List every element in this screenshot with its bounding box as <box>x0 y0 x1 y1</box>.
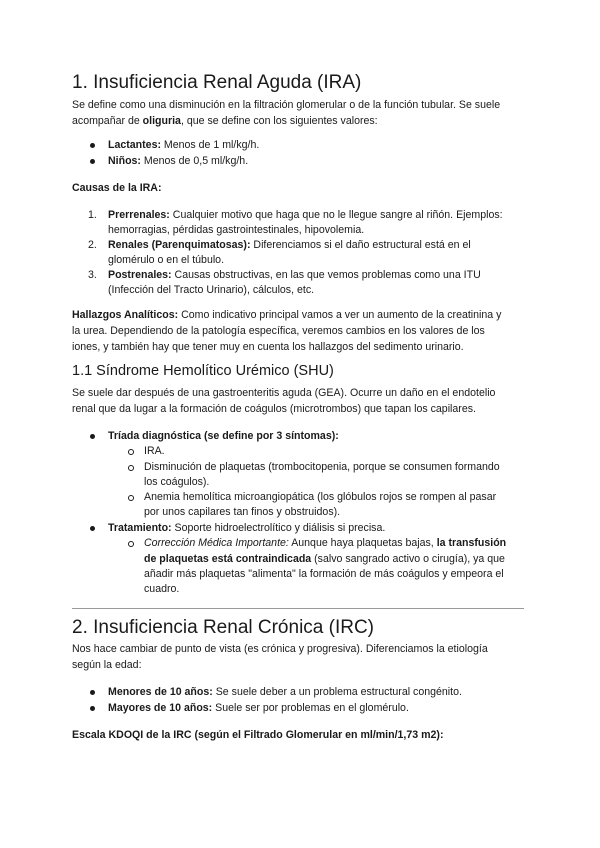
bullet-icon <box>90 706 95 711</box>
value-label: Niños: <box>108 155 141 167</box>
note-line-1 <box>144 535 506 551</box>
findings-line-1 <box>72 307 528 323</box>
bullet-icon <box>90 434 95 439</box>
sub-bullet-icon <box>128 449 134 455</box>
oliguria-term: oliguria <box>142 115 181 127</box>
age-label: Menores de 10 años: <box>108 686 213 698</box>
sub-bullet-icon <box>128 465 134 471</box>
cause-label: Renales (Parenquimatosas): <box>108 239 251 251</box>
triad-label: Tríada diagnóstica (se define por 3 síntomas): <box>108 430 339 442</box>
treatment <box>108 520 385 536</box>
triad-item-plaquetas-cont: los coágulos). <box>144 476 210 488</box>
cause-prerrenales <box>108 207 503 223</box>
triad-item-ira: IRA. <box>144 445 165 457</box>
findings-paragraph <box>72 307 528 355</box>
triad-item-anemia: Anemia hemolítica microangiopática (los glóbulos rojos se rompen al pasar <box>144 491 497 503</box>
cause-renales-cont: glomérulo o en el túbulo. <box>108 254 225 266</box>
cause-renales <box>108 237 471 253</box>
shu-intro-line-1: Se suele dar después de una gastroenteritis aguda (GEA). Ocurre un daño en el endotelio <box>72 387 496 399</box>
note-bold: la transfusión <box>436 537 507 549</box>
findings-line-3: iones, y también hay que tener muy en cuenta los hallazgos del sedimento urinario. <box>72 341 464 353</box>
bullet-icon <box>90 159 95 164</box>
findings-text: Como indicativo principal vamos a ver un aumento de la creatinina y <box>178 309 502 321</box>
shu-title: 1.1 Síndrome Hemolítico Urémico (SHU) <box>72 363 334 379</box>
cause-text: Causas obstructivas, en las que vemos problemas como una ITU <box>171 269 481 281</box>
shu-intro <box>72 385 528 417</box>
section-2-intro <box>72 641 528 673</box>
triad-item-anemia-cont: por unos capilares tan finos y obstruidos). <box>144 506 341 518</box>
intro-line-2 <box>72 113 528 129</box>
treatment-label: Tratamiento: <box>108 522 172 534</box>
s2-intro-line-1: Nos hace cambiar de punto de vista (es crónica y progresiva). Diferenciamos la etiología <box>72 643 488 655</box>
section-1-title: 1. Insuficiencia Renal Aguda (IRA) <box>72 72 362 93</box>
sub-bullet-icon <box>128 495 134 501</box>
note-line-4: cuadro. <box>144 583 180 595</box>
section-2-title: 2. Insuficiencia Renal Crónica (IRC) <box>72 617 375 638</box>
findings-label: Hallazgos Analíticos: <box>72 309 179 321</box>
cause-label: Prerrenales: <box>108 209 170 221</box>
treatment-text: Soporte hidroelectrolítico y diálisis si precisa. <box>171 522 386 534</box>
list-number: 1. <box>88 209 97 221</box>
cause-label: Postrenales: <box>108 269 172 281</box>
value-lactantes <box>108 137 259 153</box>
kdoqi-heading: Escala KDOQI de la IRC (según el Filtrado Glomerular en ml/min/1,73 m2): <box>72 729 444 741</box>
value-ninos <box>108 153 248 169</box>
note-bold: de plaquetas está contraindicada <box>144 553 312 565</box>
section-1-intro <box>72 97 528 129</box>
intro-text: acompañar de <box>72 115 143 127</box>
note-line-3: añadir más plaquetas "alimenta" la formación de más coágulos y empeora el <box>144 568 504 580</box>
section-divider <box>72 608 524 609</box>
findings-line-2: la urea. Dependiendo de la patología específica, veremos cambios en los valores de los <box>72 325 485 337</box>
age-under-10 <box>108 684 462 700</box>
list-number: 2. <box>88 239 97 251</box>
note-text: Aunque haya plaquetas bajas, <box>288 537 437 549</box>
note-text: (salvo sangrado activo o cirugía), ya que <box>311 553 505 565</box>
cause-text: Diferenciamos si el daño estructural está en el <box>250 239 471 251</box>
note-line-2 <box>144 551 505 567</box>
value-text: Menos de 0,5 ml/kg/h. <box>140 155 249 167</box>
cause-postrenales-cont: (Infección del Tracto Urinario), cálculos, etc. <box>108 284 315 296</box>
cause-text: Cualquier motivo que haga que no le llegue sangre al riñón. Ejemplos: <box>169 209 503 221</box>
triad-item-plaquetas: Disminución de plaquetas (trombocitopenia, porque se consumen formando <box>144 461 500 473</box>
age-over-10 <box>108 700 409 716</box>
list-number: 3. <box>88 269 97 281</box>
cause-prerrenales-cont: hemorragias, pérdidas gastrointestinales, hipovolemia. <box>108 224 365 236</box>
age-label: Mayores de 10 años: <box>108 702 213 714</box>
value-text: Menos de 1 ml/kg/h. <box>160 139 260 151</box>
s2-intro-line-2: según la edad: <box>72 659 142 671</box>
bullet-icon <box>90 690 95 695</box>
note-label: Corrección Médica Importante: <box>144 537 289 549</box>
bullet-icon <box>90 143 95 148</box>
age-text: Suele ser por problemas en el glomérulo. <box>212 702 409 714</box>
intro-line-1: Se define como una disminución en la filtración glomerular o de la función tubular. Se suele <box>72 99 501 111</box>
bullet-icon <box>90 526 95 531</box>
cause-postrenales <box>108 267 481 283</box>
causes-heading: Causas de la IRA: <box>72 182 162 194</box>
sub-bullet-icon <box>128 541 134 547</box>
intro-text-end: , que se define con los siguientes valores: <box>180 115 378 127</box>
age-text: Se suele deber a un problema estructural congénito. <box>212 686 462 698</box>
shu-intro-line-2: renal que da lugar a la formación de coágulos (microtrombos) que tapan los capilares. <box>72 403 476 415</box>
value-label: Lactantes: <box>108 139 161 151</box>
